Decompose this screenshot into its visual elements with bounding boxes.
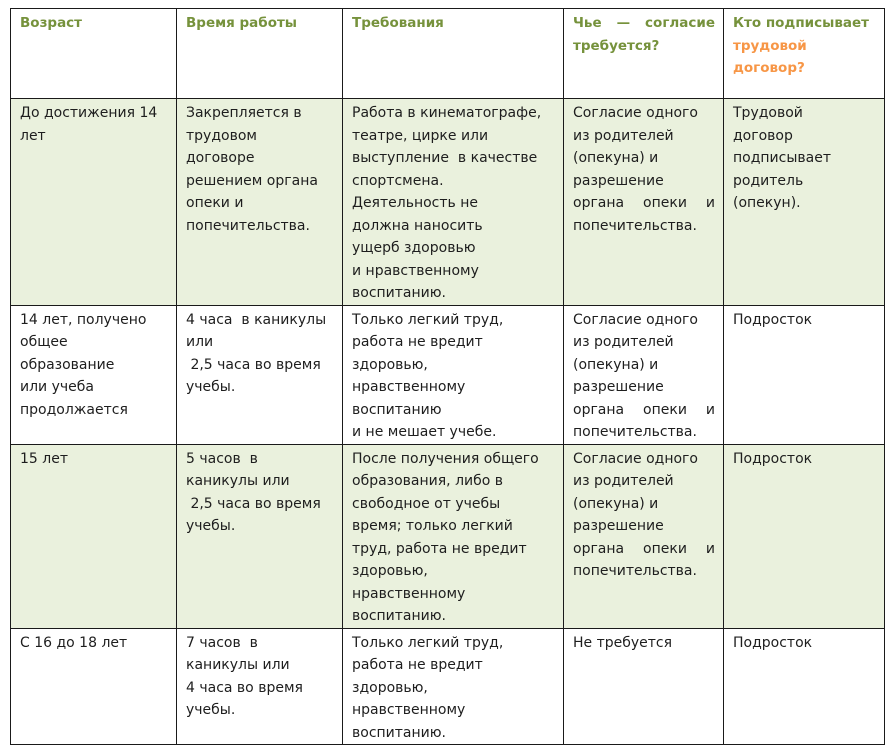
cell-age	[11, 99, 177, 306]
cell-working-hours-line: учебы.	[186, 702, 236, 718]
cell-consent-line: (опекуна) и	[573, 495, 659, 512]
cell-requirements-line: воспитанию.	[352, 285, 446, 301]
header-hours	[177, 9, 343, 99]
header-signer-accent-text: договор?	[733, 60, 805, 76]
cell-consent	[564, 99, 724, 306]
cell-requirements-line: свободное от учебы	[352, 495, 501, 512]
cell-requirements-line: спортсмена.	[352, 172, 444, 189]
cell-requirements-line: работа не вредит	[352, 657, 483, 673]
cell-working-hours-line: или	[186, 334, 214, 350]
cell-requirements-line: Только легкий труд,	[352, 311, 504, 328]
cell-working-hours	[177, 444, 343, 628]
cell-age-line: продолжается	[20, 401, 128, 418]
cell-signer-line: (опекун).	[733, 195, 801, 211]
cell-age	[11, 305, 177, 444]
cell-working-hours-line: каникулы или	[186, 657, 290, 673]
cell-age-line: образование	[20, 356, 115, 373]
cell-working-hours-line: учебы.	[186, 518, 236, 534]
cell-working-hours-line: 2,5 часа во время	[186, 356, 321, 373]
cell-working-hours	[177, 99, 343, 306]
header-signer	[724, 9, 885, 99]
cell-signer-line: Подросток	[733, 311, 813, 328]
cell-consent-line: Не требуется	[573, 634, 673, 651]
cell-requirements-line: должна наносить	[352, 217, 483, 234]
cell-requirements	[343, 444, 564, 628]
cell-working-hours-line: Закрепляется в	[186, 105, 302, 121]
cell-working-hours-line: попечительства.	[186, 217, 310, 234]
cell-signer-line: подписывает	[733, 150, 831, 166]
cell-requirements-line: время; только легкий	[352, 518, 513, 534]
table-row	[11, 444, 885, 628]
cell-signer-line: Подросток	[733, 634, 813, 651]
cell-requirements-line: Только легкий труд,	[352, 634, 504, 651]
table-row	[11, 99, 885, 306]
cell-requirements-line: Деятельность не	[352, 195, 478, 211]
cell-consent-line: попечительства.	[573, 563, 697, 579]
cell-requirements-line: образования, либо в	[352, 473, 504, 489]
cell-requirements	[343, 628, 564, 745]
cell-requirements-line: труд, работа не вредит	[352, 540, 527, 557]
cell-age-line: С 16 до 18 лет	[20, 634, 128, 651]
cell-working-hours	[177, 628, 343, 745]
cell-working-hours-line: учебы.	[186, 379, 236, 395]
cell-requirements-line: нравственному	[352, 379, 466, 395]
cell-consent-line: из родителей	[573, 334, 674, 350]
cell-signer-line: Подросток	[733, 450, 813, 467]
cell-consent-line: (опекуна) и	[573, 150, 659, 166]
cell-age-line: До достижения 14	[20, 105, 158, 121]
cell-working-hours-line: 4 часа во время	[186, 679, 303, 696]
header-requirements-text: Требования	[352, 15, 444, 31]
cell-consent	[564, 305, 724, 444]
cell-working-hours-line: решением органа	[186, 172, 318, 189]
cell-consent-line: разрешение	[573, 172, 664, 189]
header-consent-text: требуется?	[573, 37, 660, 54]
cell-requirements-line: здоровью,	[352, 679, 428, 696]
cell-requirements-line: Работа в кинематографе,	[352, 105, 542, 121]
cell-age	[11, 444, 177, 628]
cell-working-hours-line: 4 часа в каникулы	[186, 311, 327, 328]
cell-consent-line: попечительства.	[573, 217, 697, 234]
cell-age	[11, 628, 177, 745]
cell-requirements	[343, 305, 564, 444]
cell-signer	[724, 444, 885, 628]
cell-working-hours-line: 2,5 часа во время	[186, 495, 321, 512]
cell-consent-line: органа опеки и	[573, 540, 715, 557]
cell-working-hours-line: трудовом	[186, 127, 257, 144]
cell-requirements-line: здоровью,	[352, 563, 428, 579]
cell-requirements-line: и нравственному	[352, 262, 479, 279]
cell-working-hours	[177, 305, 343, 444]
cell-consent-line: из родителей	[573, 127, 674, 144]
cell-consent-line: разрешение	[573, 518, 664, 534]
table-row	[11, 628, 885, 745]
header-row	[11, 9, 885, 99]
header-hours-text: Время работы	[186, 15, 298, 31]
cell-working-hours-line: договоре	[186, 150, 255, 166]
cell-consent	[564, 628, 724, 745]
cell-consent-line: (опекуна) и	[573, 356, 659, 373]
cell-requirements-line: воспитанию.	[352, 724, 446, 741]
cell-signer-line: Трудовой	[733, 105, 803, 121]
cell-age-line: или учеба	[20, 379, 94, 395]
cell-age-line: общее	[20, 334, 68, 350]
header-consent-text: Чье — согласие	[573, 15, 715, 31]
cell-working-hours-line: опеки и	[186, 195, 244, 211]
cell-consent-line: из родителей	[573, 473, 674, 489]
cell-requirements	[343, 99, 564, 306]
cell-requirements-line: театре, цирке или	[352, 127, 489, 144]
header-age-text: Возраст	[20, 15, 83, 31]
table-row	[11, 305, 885, 444]
cell-signer-line: договор	[733, 127, 793, 144]
cell-requirements-line: нравственному	[352, 702, 466, 718]
cell-working-hours-line: каникулы или	[186, 473, 290, 489]
cell-requirements-line: воспитанию	[352, 401, 442, 418]
cell-working-hours-line: 7 часов в	[186, 634, 258, 651]
header-age	[11, 9, 177, 99]
cell-requirements-line: После получения общего	[352, 450, 539, 467]
cell-requirements-line: и не мешает учебе.	[352, 424, 497, 440]
cell-requirements-line: работа не вредит	[352, 334, 483, 350]
header-signer-accent-text: трудовой	[733, 37, 807, 54]
cell-requirements-line: выступление в качестве	[352, 150, 538, 166]
cell-age-line: лет	[20, 127, 46, 144]
cell-working-hours-line: 5 часов в	[186, 450, 258, 467]
cell-consent-line: Согласие одного	[573, 311, 698, 328]
cell-signer-line: родитель	[733, 172, 804, 189]
cell-requirements-line: здоровью,	[352, 356, 428, 373]
cell-consent-line: Согласие одного	[573, 105, 698, 121]
cell-requirements-line: нравственному	[352, 585, 466, 602]
cell-consent-line: органа опеки и	[573, 195, 715, 211]
cell-age-line: 15 лет	[20, 450, 68, 467]
cell-consent-line: попечительства.	[573, 424, 697, 440]
cell-consent-line: органа опеки и	[573, 401, 715, 418]
header-consent	[564, 9, 724, 99]
labor-age-table	[10, 8, 885, 745]
cell-age-line: 14 лет, получено	[20, 311, 147, 328]
header-signer-text: Кто подписывает	[733, 15, 869, 31]
cell-consent-line: разрешение	[573, 379, 664, 395]
cell-requirements-line: ущерб здоровью	[352, 240, 476, 256]
cell-signer	[724, 305, 885, 444]
cell-requirements-line: воспитанию.	[352, 608, 446, 624]
header-requirements	[343, 9, 564, 99]
cell-consent-line: Согласие одного	[573, 450, 698, 467]
cell-signer	[724, 628, 885, 745]
cell-consent	[564, 444, 724, 628]
cell-signer	[724, 99, 885, 306]
